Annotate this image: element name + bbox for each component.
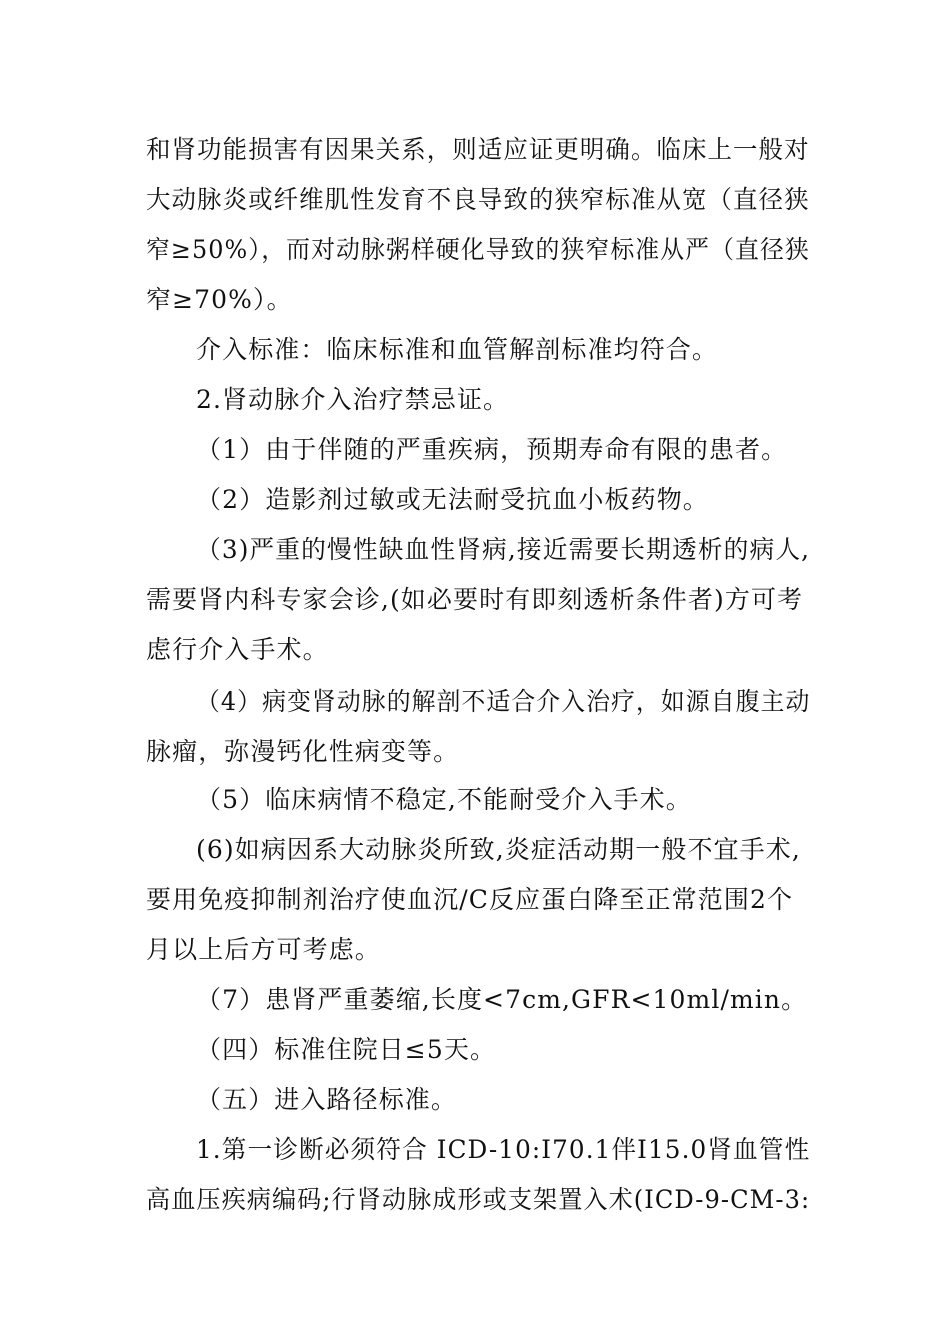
text-line: 高血压疾病编码;行肾动脉成形或支架置入术(ICD-9-CM-3: xyxy=(146,1185,811,1214)
text-line: 窄≥50%），而对动脉粥样硬化导致的狭窄标准从严（直径狭 xyxy=(146,235,810,264)
text-line: 和肾功能损害有因果关系，则适应证更明确。临床上一般对 xyxy=(146,135,810,164)
text-line: 脉瘤，弥漫钙化性病变等。 xyxy=(146,737,460,766)
text-line: 窄≥70%）。 xyxy=(146,285,293,314)
text-line: （四）标准住院日≤5天。 xyxy=(196,1035,497,1064)
text-line: 要用免疫抑制剂治疗使血沉/C反应蛋白降至正常范围2个 xyxy=(146,885,794,914)
text-line: (6)如病因系大动脉炎所致,炎症活动期一般不宜手术, xyxy=(196,835,801,864)
text-line: 介入标准：临床标准和血管解剖标准均符合。 xyxy=(196,335,719,364)
text-line: （4）病变肾动脉的解剖不适合介入治疗，如源自腹主动 xyxy=(196,687,811,716)
text-line: 1.第一诊断必须符合 ICD-10:I70.1伴I15.0肾血管性 xyxy=(196,1135,811,1164)
text-line: 2.肾动脉介入治疗禁忌证。 xyxy=(196,385,510,414)
text-line: （7）患肾严重萎缩,长度<7cm,GFR<10ml/min。 xyxy=(196,985,808,1014)
text-line: （2）造影剂过敏或无法耐受抗血小板药物。 xyxy=(196,485,709,514)
text-line: 需要肾内科专家会诊,(如必要时有即刻透析条件者)方可考 xyxy=(146,585,804,614)
text-line: 虑行介入手术。 xyxy=(146,635,329,664)
text-line: 月以上后方可考虑。 xyxy=(146,935,381,964)
text-line: 大动脉炎或纤维肌性发育不良导致的狭窄标准从宽（直径狭 xyxy=(146,185,810,214)
text-line: （1）由于伴随的严重疾病，预期寿命有限的患者。 xyxy=(196,435,788,464)
text-line: （3)严重的慢性缺血性肾病,接近需要长期透析的病人, xyxy=(196,535,811,564)
text-line: （5）临床病情不稳定,不能耐受介入手术。 xyxy=(196,785,692,814)
text-line: （五）进入路径标准。 xyxy=(196,1085,458,1114)
